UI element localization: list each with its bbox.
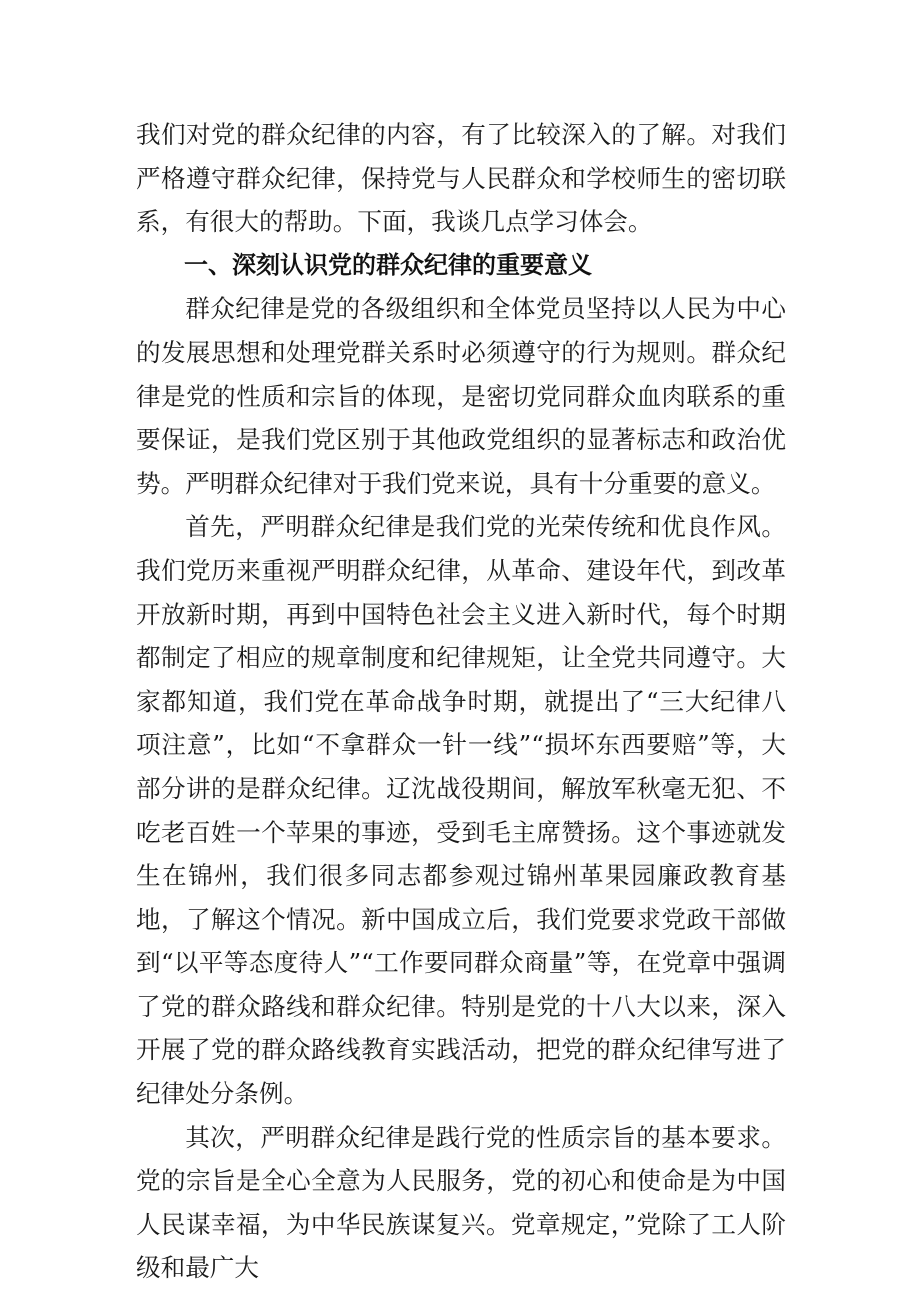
paragraph-second: 其次，严明群众纪律是践行党的性质宗旨的基本要求。党的宗旨是全心全意为人民服务，党的初心和使命是为中国人民谋幸福，为中华民族谋复兴。党章规定，”党除了工人阶级和最广大 [136,1122,786,1283]
section-heading: 一、深刻认识党的群众纪律的重要意义 [184,250,592,279]
paragraph-definition: 群众纪律是党的各级组织和全体党员坚持以人民为中心的发展思想和处理党群关系时必须遵守的行为规则。群众纪律是党的性质和宗旨的体现，是密切党同群众血肉联系的重要保证，是我们党区别于其他政党组织的显著标志和政治优势。严明群众纪律对于我们党来说，具有十分重要的意义。 [136,294,786,498]
document-body [136,113,786,1290]
paragraph-continuation: 我们对党的群众纪律的内容，有了比较深入的了解。对我们严格遵守群众纪律，保持党与人民群众和学校师生的密切联系，有很大的帮助。下面，我谈几点学习体会。 [136,120,786,237]
paragraph-first: 首先，严明群众纪律是我们党的光荣传统和优良作风。我们党历来重视严明群众纪律，从革命、建设年代，到改革开放新时期，再到中国特色社会主义进入新时代，每个时期都制定了相应的规章制度和纪律规矩，让全党共同遵守。大家都知道，我们党在革命战争时期，就提出了“三大纪律八项注意”，比如“不拿群众一针一线”“损坏东西要赔”等，大部分讲的是群众纪律。辽沈战役期间，解放军秋毫无犯、不吃老百姓一个苹果的事迹，受到毛主席赞扬。这个事迹就发生在锦州，我们很多同志都参观过锦州革果园廉政教育基地，了解这个情况。新中国成立后，我们党要求党政干部做到“以平等态度待人”“工作要同群众商量”等，在党章中强调了党的群众路线和群众纪律。特别是党的十八大以来，深入开展了党的群众路线教育实践活动，把党的群众纪律写进了纪律处分条例。 [136,512,786,1109]
